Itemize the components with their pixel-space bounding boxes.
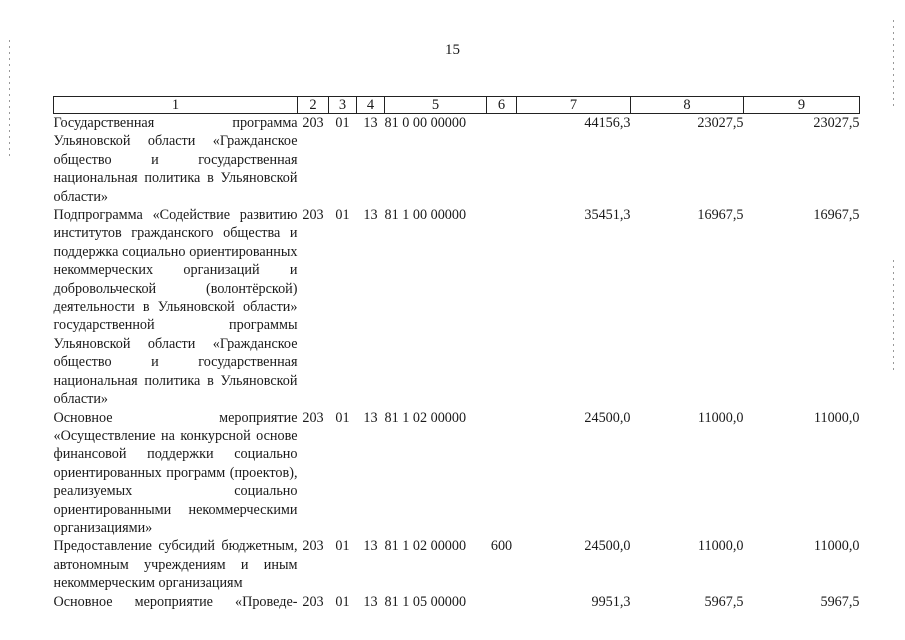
table-row	[54, 114, 860, 207]
subsection-code: 13	[363, 538, 378, 555]
column-header: 6	[487, 97, 517, 114]
grbs-code: 203	[302, 409, 324, 426]
page-number: 15	[445, 42, 460, 58]
section-code: 01	[335, 115, 350, 131]
subsection-code: 13	[363, 207, 378, 224]
amount-year-2: 16967,5	[697, 207, 744, 224]
section-code: 01	[335, 207, 350, 224]
subsection-code: 13	[363, 593, 378, 610]
expense-type-code	[487, 593, 517, 611]
amount-year-2: 5967,5	[704, 593, 744, 610]
target-article-code: 81 1 00 00000	[384, 207, 467, 224]
amount-year-1: 24500,0	[584, 538, 631, 555]
column-header: 8	[631, 97, 744, 114]
grbs-code: 203	[302, 207, 324, 224]
expense-type-code	[487, 206, 517, 408]
table-row	[54, 537, 860, 592]
subsection-code: 13	[363, 115, 378, 131]
amount-year-1: 24500,0	[584, 409, 631, 426]
target-article-code: 81 1 05 00000	[384, 593, 467, 610]
column-number-row	[54, 97, 860, 114]
item-name: Государственная программа Ульяновской области «Гражданское общество и государственная национальная политика в Ульяновской области»	[53, 115, 298, 205]
table-row	[54, 409, 860, 538]
target-article-code: 81 1 02 00000	[384, 538, 467, 555]
amount-year-2: 23027,5	[697, 115, 744, 131]
column-header: 1	[54, 97, 298, 114]
expense-type-code: 600	[490, 538, 513, 555]
amount-year-3: 11000,0	[813, 409, 860, 426]
column-header: 2	[298, 97, 329, 114]
column-header: 3	[329, 97, 357, 114]
section-code: 01	[335, 593, 350, 610]
item-name: Подпрограмма «Содействие развитию институтов гражданского общества и поддержка социально ориентированных некоммерческих организаций и добровольческой (волонтёрской) деятельности в Ульяновской области» государственной программы Ульяновской области «Гражданское общество и государственная национальная политика в Ульяновской области»	[53, 207, 298, 408]
section-code: 01	[335, 409, 350, 426]
amount-year-1: 35451,3	[584, 207, 631, 224]
section-code: 01	[335, 538, 350, 555]
column-header: 9	[744, 97, 860, 114]
item-name: Основное мероприятие «Проведе-	[53, 593, 298, 610]
expense-type-code	[487, 114, 517, 207]
amount-year-3: 23027,5	[813, 115, 860, 131]
amount-year-2: 11000,0	[697, 538, 744, 555]
grbs-code: 203	[302, 593, 324, 610]
target-article-code: 81 0 00 00000	[384, 115, 467, 131]
column-header: 5	[385, 97, 487, 114]
column-header: 7	[517, 97, 631, 114]
grbs-code: 203	[302, 115, 324, 131]
amount-year-3: 16967,5	[813, 207, 860, 224]
amount-year-2: 11000,0	[697, 409, 744, 426]
budget-table	[53, 96, 860, 611]
amount-year-1: 44156,3	[584, 115, 631, 131]
table-row	[54, 206, 860, 408]
expense-type-code	[487, 409, 517, 538]
amount-year-3: 5967,5	[820, 593, 860, 610]
column-header: 4	[357, 97, 385, 114]
target-article-code: 81 1 02 00000	[384, 409, 467, 426]
amount-year-3: 11000,0	[813, 538, 860, 555]
item-name: Предоставление субсидий бюджетным, автономным учреждениям и иным некоммерческим организациям	[53, 538, 298, 592]
margin-mark-right	[893, 20, 894, 110]
table-row	[54, 593, 860, 611]
amount-year-1: 9951,3	[591, 593, 631, 610]
margin-mark-right-lower	[893, 260, 894, 370]
subsection-code: 13	[363, 409, 378, 426]
margin-mark-left	[9, 40, 10, 160]
item-name: Основное мероприятие «Осуществление на конкурсной основе финансовой поддержки социально ориентированных программ (проектов), реализуемых социально ориентированными некоммерческими организациями»	[53, 409, 298, 536]
grbs-code: 203	[302, 538, 324, 555]
